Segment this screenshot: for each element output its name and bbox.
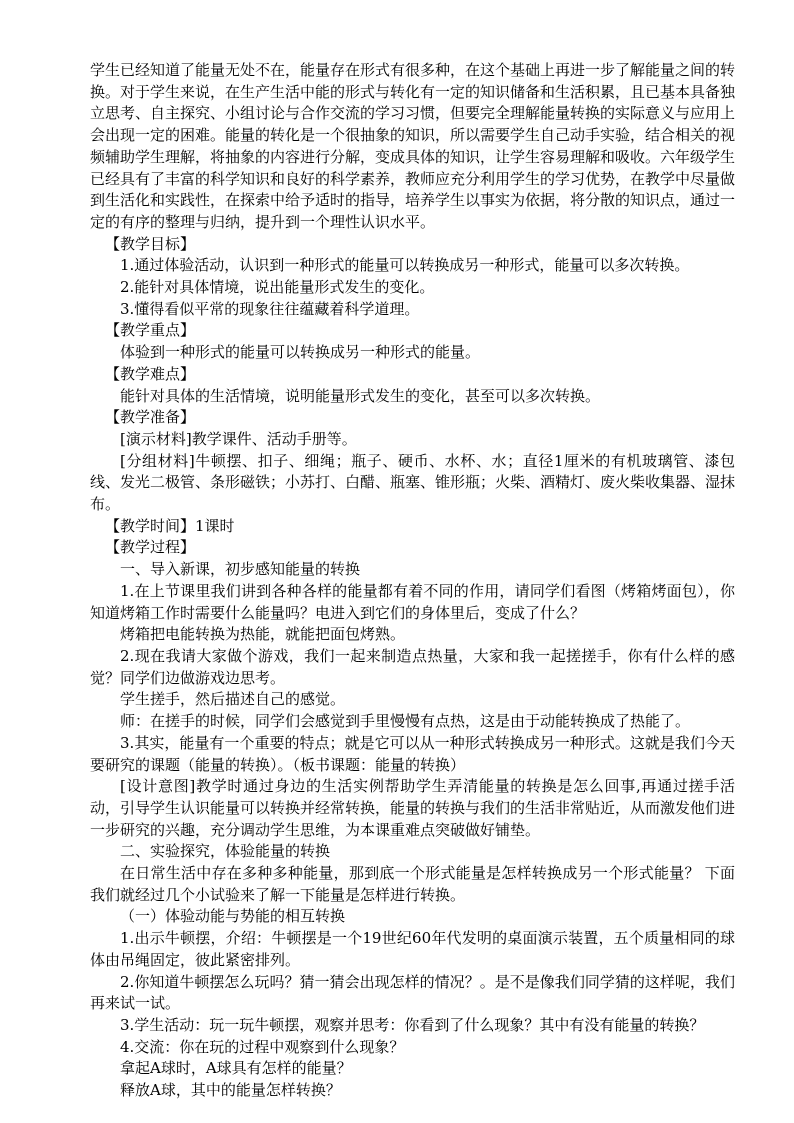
part-1-step-3: 3.其实，能量有一个重要的特点；就是它可以从一种形式转换成另一种形式。这就是我们今天要研究的课题（能量的转换）。（板书课题：能量的转换） xyxy=(90,733,735,774)
part-2-step-4: 4.交流：你在玩的过程中观察到什么现象？ xyxy=(120,1037,405,1056)
section-heading-goals: 【教学目标】 xyxy=(105,234,196,253)
part-2-sub-1-title: （一）体验动能与势能的相互转换 xyxy=(120,907,346,926)
section-heading-difficulty: 【教学难点】 xyxy=(105,364,196,383)
group-materials: [分组材料]牛顿摆、扣子、细绳；瓶子、硬币、水杯、水；直径1厘米的有机玻璃管、漆包线、发光二极管、条形磁铁；小苏打、白醋、瓶塞、锥形瓶；火柴、酒精灯、废火柴收集器、湿抹布。 xyxy=(90,451,736,514)
part-1-student-activity: 学生搓手，然后描述自己的感觉。 xyxy=(120,690,346,709)
section-heading-key-point: 【教学重点】 xyxy=(105,321,196,340)
section-heading-time: 【教学时间】1课时 xyxy=(105,516,235,535)
part-2-title: 二、实验探究，体验能量的转换 xyxy=(120,842,331,861)
part-2-question-1: 拿起A球时，A球具有怎样的能量？ xyxy=(120,1059,352,1078)
key-point-text: 体验到一种形式的能量可以转换成另一种形式的能量。 xyxy=(120,343,481,362)
part-2-intro: 在日常生活中存在多种多种能量，那到底一个形式能量是怎样转换成另一个形式能量？ 下面我们就经过几个小试验来了解一下能量是怎样进行转换。 xyxy=(90,864,735,904)
part-1-step-1: 1.在上节课里我们讲到各种各样的能量都有着不同的作用，请同学们看图（烤箱烤面包），你知道烤箱工作时需要什么能量吗？电进入到它们的身体里后，变成了什么？ xyxy=(90,581,735,622)
demo-materials: [演示材料]教学课件、活动手册等。 xyxy=(120,429,357,448)
part-2-step-1: 1.出示牛顿摆，介绍：牛顿摆是一个19世纪60年代发明的桌面演示装置，五个质量相同的球体由吊绳固定，彼此紧密排列。 xyxy=(90,929,735,969)
design-intent: [设计意图]教学时通过身边的生活实例帮助学生弄清能量的转换是怎么回事,再通过搓手活动，引导学生认识能量可以转换并经常转换，能量的转换与我们的生活非常贴近，从而激发他们进一步研究的兴趣，充分调动学生思维，为本课重难点突破做好铺垫。 xyxy=(90,777,736,839)
part-1-answer-1: 烤箱把电能转换为热能，就能把面包烤熟。 xyxy=(120,625,406,644)
part-1-step-2: 2.现在我请大家做个游戏，我们一起来制造点热量，大家和我一起搓搓手，你有什么样的感觉？同学们边做游戏边思考。 xyxy=(90,646,735,687)
section-heading-process: 【教学过程】 xyxy=(105,538,196,557)
part-2-question-2: 释放A球，其中的能量怎样转换？ xyxy=(120,1081,341,1100)
section-heading-preparation: 【教学准备】 xyxy=(105,408,196,427)
part-1-title: 一、导入新课，初步感知能量的转换 xyxy=(120,560,361,579)
goal-item-2: 2.能针对具体情境，说出能量形式发生的变化。 xyxy=(120,278,435,297)
goal-item-3: 3.懂得看似平常的现象往往蕴藏着科学道理。 xyxy=(120,299,420,318)
part-2-step-3: 3.学生活动：玩一玩牛顿摆，观察并思考：你看到了什么现象？其中有没有能量的转换？ xyxy=(120,1015,705,1034)
document-body xyxy=(90,60,735,1102)
goal-item-1: 1.通过体验活动，认识到一种形式的能量可以转换成另一种形式，能量可以多次转换。 xyxy=(120,256,690,275)
difficulty-text: 能针对具体的生活情境，说明能量形式发生的变化，甚至可以多次转换。 xyxy=(120,386,601,405)
intro-paragraph: 学生已经知道了能量无处不在，能量存在形式有很多种，在这个基础上再进一步了解能量之间的转换。对于学生来说，在生产生活中能的形式与转化有一定的知识储备和生活积累，且已基本具备独立思考、自主探究、小组讨论与合作交流的学习习惯，但要完全理解能量转换的实际意义与应用上会出现一定的困难。能量的转化是一个很抽象的知识，所以需要学生自己动手实验，结合相关的视频辅助学生理解，将抽象的内容进行分解，变成具体的知识，让学生容易理解和吸收。六年级学生已经具有了丰富的科学知识和良好的科学素养，教师应充分利用学生的学习优势，在教学中尽量做到生活化和实践性，在探索中给予适时的指导，培养学生以事实为依据，将分散的知识点，通过一定的有序的整理与归纳，提升到一个理性认识水平。 xyxy=(90,61,736,231)
part-1-teacher-note: 师：在搓手的时候，同学们会感觉到手里慢慢有点热，这是由于动能转换成了热能了。 xyxy=(120,712,691,731)
part-2-step-2: 2.你知道牛顿摆怎么玩吗？猜一猜会出现怎样的情况？。是不是像我们同学猜的这样呢，我们再来试一试。 xyxy=(90,972,735,1013)
